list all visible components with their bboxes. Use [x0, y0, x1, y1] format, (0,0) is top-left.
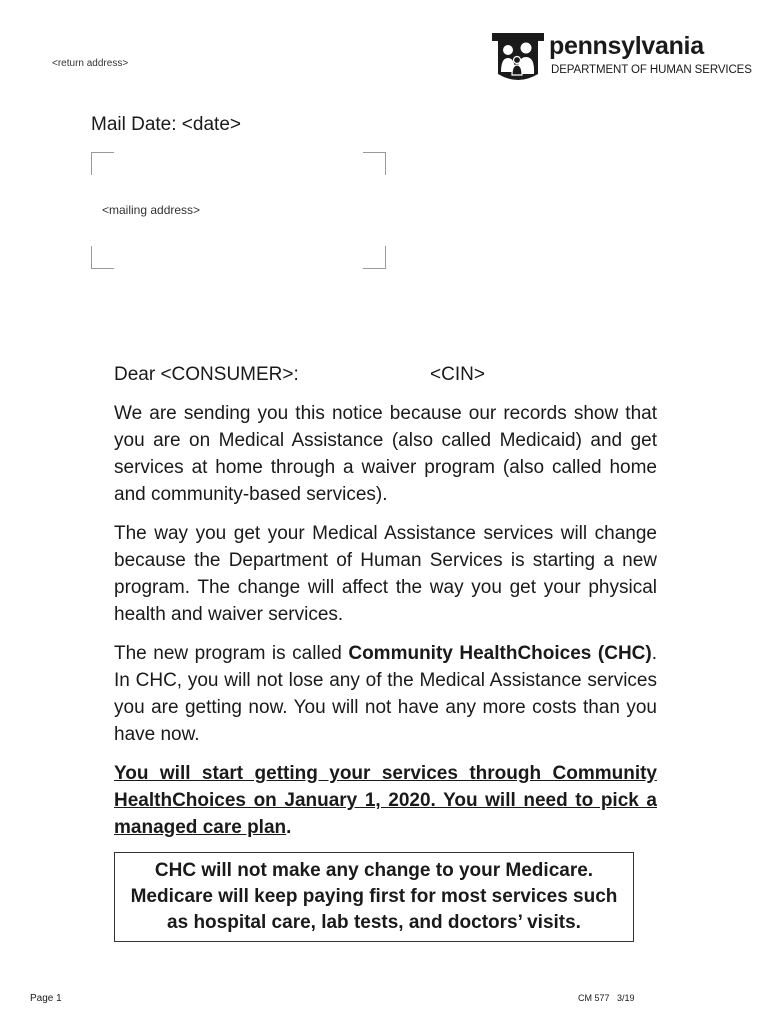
logo-department: DEPARTMENT OF HUMAN SERVICES: [551, 64, 752, 76]
program-name: Community HealthChoices (CHC): [348, 643, 652, 664]
logo-name: pennsylvania: [549, 32, 704, 60]
mailing-address: <mailing address>: [102, 203, 201, 217]
page-number: Page 1: [30, 993, 62, 1004]
salutation: Dear <CONSUMER>:: [114, 364, 299, 385]
return-address: <return address>: [52, 58, 129, 69]
p3-text-before: The new program is called: [114, 643, 349, 664]
keystone-family-icon: [491, 28, 545, 84]
medicare-notice-text: CHC will not make any change to your Medicare. Medicare will keep paying first for most services such as hospital care, lab tests, and doctors’ visits.: [130, 860, 618, 933]
mail-date: Mail Date: <date>: [91, 114, 241, 135]
p3-text-after: . In CHC, you will not lose any of the Medical Assistance services you are getting now. You will not have any more costs than you have now.: [114, 643, 657, 745]
medicare-notice-box: [114, 852, 634, 942]
address-window-corner: [91, 152, 114, 175]
pa-dhs-logo: [491, 28, 751, 84]
paragraph-new-program: [114, 640, 657, 748]
form-code: CM 577 3/19: [578, 993, 635, 1003]
paragraph-notice-reason: We are sending you this notice because our records show that you are on Medical Assistance (also called Medicaid) and get services at home through a waiver program (also called home and community-based services).: [114, 403, 657, 505]
letter-body: [114, 400, 657, 853]
p4-period: .: [286, 817, 292, 838]
paragraph-start-date: [114, 760, 657, 841]
address-window-corner: [363, 246, 386, 269]
address-window-corner: [363, 152, 386, 175]
cin-placeholder: <CIN>: [430, 364, 485, 385]
address-window-corner: [91, 246, 114, 269]
start-date-statement: You will start getting your services through Community HealthChoices on January 1, 2020. You will need to pick a managed care plan: [114, 763, 657, 838]
paragraph-change: The way you get your Medical Assistance services will change because the Department of Human Services is starting a new program. The change will affect the way you get your physical health and waiver services.: [114, 523, 657, 625]
